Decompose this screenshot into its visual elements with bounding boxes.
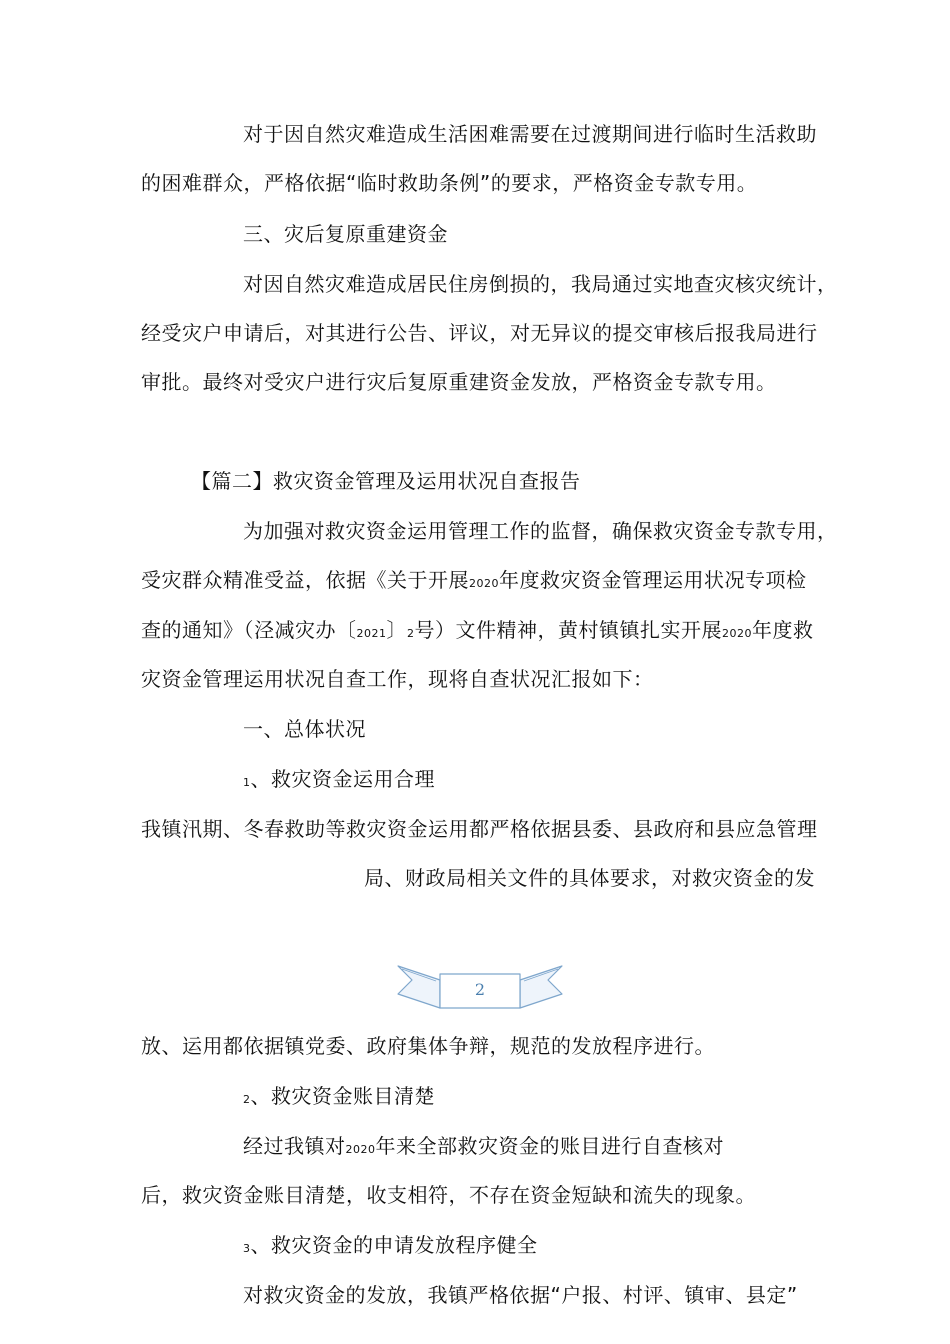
item-2-title: 、救灾资金账目清楚 — [250, 1084, 435, 1108]
intro-line-3 — [141, 616, 814, 648]
heading-1: 一、总体状况 — [243, 717, 366, 741]
item-1-title: 、救灾资金运用合理 — [250, 767, 435, 791]
intro-line-3-d: 年度救 — [752, 618, 814, 642]
intro-line-1: 为加强对救灾资金运用管理工作的监督，确保救灾资金专款专用， — [243, 519, 838, 543]
item-1-num: 1 — [243, 776, 251, 789]
intro-line-3-year: 2021 — [356, 627, 387, 640]
intro-line-3-num: 2 — [407, 627, 415, 640]
body-2-line-1-b: 年来全部救灾资金的账目进行自查核对 — [375, 1134, 724, 1158]
item-3-num: 3 — [243, 1242, 251, 1255]
heading-3: 三、灾后复原重建资金 — [243, 222, 448, 246]
item-2-num: 2 — [243, 1093, 251, 1106]
intro-line-4: 灾资金管理运用状况自查工作，现将自查状况汇报如下： — [141, 667, 654, 691]
intro-line-2-a: 受灾群众精准受益，依据《关于开展 — [141, 568, 469, 592]
intro-line-2-year: 2020 — [469, 577, 499, 590]
item-1 — [243, 765, 435, 797]
body-2-line-2: 后，救灾资金账目清楚，收支相符，不存在资金短缺和流失的现象。 — [141, 1183, 756, 1207]
page-number: 2 — [474, 980, 486, 999]
intro-line-2 — [141, 566, 807, 598]
section-title: 【篇二】救灾资金管理及运用状况自查报告 — [191, 469, 581, 493]
body-1-line-3: 放、运用都依据镇党委、政府集体争辩，规范的发放程序进行。 — [141, 1034, 715, 1058]
paragraph-1-line-1: 对于因自然灾难造成生活困难需要在过渡期间进行临时生活救助 — [243, 122, 817, 146]
body-3-line-1: 对救灾资金的发放，我镇严格依据“户报、村评、镇审、县定” — [243, 1283, 798, 1307]
intro-line-3-year2: 2020 — [722, 627, 752, 640]
item-2 — [243, 1082, 435, 1114]
body-2-line-1-year: 2020 — [345, 1143, 376, 1156]
intro-line-2-b: 年度救灾资金管理运用状况专项检 — [499, 568, 807, 592]
intro-line-3-b: 〕 — [386, 618, 407, 642]
body-1-line-1: 我镇汛期、冬春救助等救灾资金运用都严格依据县委、县政府和县应急管理 — [141, 817, 818, 841]
intro-line-3-a: 查的通知》（泾减灾办〔 — [141, 618, 357, 642]
paragraph-2-line-3: 审批。最终对受灾户进行灾后复原重建资金发放，严格资金专款专用。 — [141, 370, 777, 394]
intro-line-3-c: 号）文件精神，黄村镇镇扎实开展 — [414, 618, 722, 642]
paragraph-2-line-1: 对因自然灾难造成居民住房倒损的，我局通过实地查灾核灾统计， — [243, 272, 838, 296]
body-2-line-1 — [243, 1132, 724, 1164]
paragraph-1-line-2: 的困难群众，严格依据“临时救助条例”的要求，严格资金专款专用。 — [141, 171, 758, 195]
paragraph-2-line-2: 经受灾户申请后，对其进行公告、评议，对无异议的提交审核后报我局进行 — [141, 321, 818, 345]
item-3-title: 、救灾资金的申请发放程序健全 — [250, 1233, 538, 1257]
body-1-line-2: 局、财政局相关文件的具体要求，对救灾资金的发 — [364, 866, 815, 890]
item-3 — [243, 1231, 538, 1263]
body-2-line-1-a: 经过我镇对 — [243, 1134, 346, 1158]
